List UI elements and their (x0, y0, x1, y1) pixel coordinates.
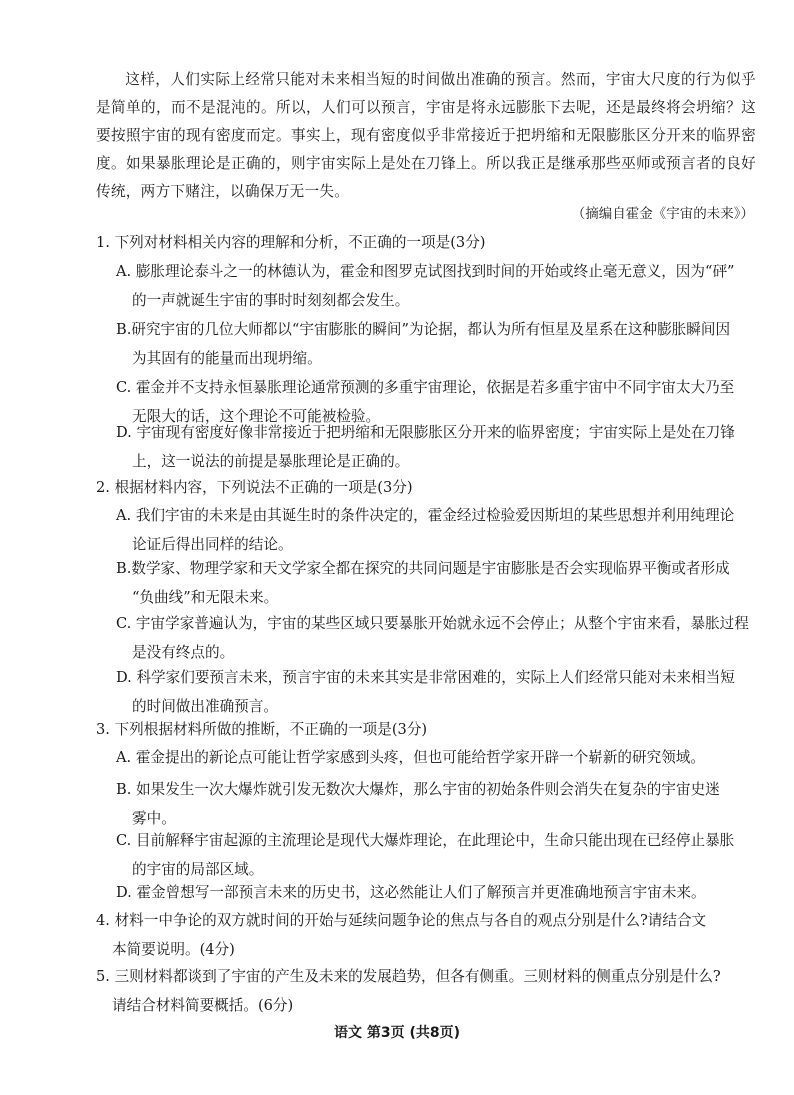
question-1-option-a (116, 257, 756, 315)
option-line-1: A. 我们宇宙的未来是由其诞生时的条件决定的，霍金经过检验爱因斯坦的某些思想并利用纯理论 (116, 507, 735, 524)
option-line-1: A. 霍金提出的新论点可能让哲学家感到头疼，但也可能给哲学家开辟一个崭新的研究领域。 (116, 749, 705, 766)
question-2-option-c (116, 609, 756, 667)
option-line-1: B. 如果发生一次大爆炸就引发无数次大爆炸，那么宇宙的初始条件则会消失在复杂的宇宙史迷 (116, 781, 720, 798)
question-5 (96, 962, 758, 1020)
question-4 (96, 906, 758, 964)
question-line-2: 请结合材料简要概括。(6分) (112, 997, 294, 1014)
passage-source: （摘编自霍金《宇宙的未来》） (571, 206, 754, 222)
question-1-stem: 1. 下列对材料相关内容的理解和分析，不正确的一项是(3分) (96, 234, 486, 251)
option-line-1: C. 霍金并不支持永恒暴胀理论通常预测的多重宇宙理论，依据是若多重宇宙中不同宇宙太大乃至 (116, 379, 735, 396)
reading-passage: 这样，人们实际上经常只能对未来相当短的时间做出准确的预言。然而，宇宙大尺度的行为似乎是简单的，而不是混沌的。所以，人们可以预言，宇宙是将永远膨胀下去呢，还是最终将会坍缩？这要按照宇宙的现有密度而定。事实上，现有密度似乎非常接近于把坍缩和无限膨胀区分开来的临界密度。如果暴胀理论是正确的，则宇宙实际上是处在刀锋上。所以我正是继承那些巫师或预言者的良好传统，两方下赌注，以确保万无一失。 (96, 71, 756, 200)
question-2-option-a (116, 501, 756, 559)
question-1-option-d (116, 418, 756, 476)
question-2-option-b (116, 554, 756, 612)
option-line-2: 的宇宙的局部区域。 (132, 861, 264, 878)
option-line-1: B.研究宇宙的几位大师都以“宇宙膨胀的瞬间”为论据，都认为所有恒星及星系在这种膨胀瞬间因 (116, 321, 731, 338)
option-line-2: 的时间做出准确预言。 (132, 698, 278, 715)
question-line-2: 本简要说明。(4分) (112, 941, 235, 958)
question-3-option-d (116, 878, 756, 907)
option-line-1: C. 宇宙学家普遍认为，宇宙的某些区域只要暴胀开始就永远不会停止；从整个宇宙来看，暴胀过程 (116, 615, 749, 632)
page-footer: 语文 第3页 (共8页) (333, 1025, 461, 1041)
option-line-1: A. 膨胀理论泰斗之一的林德认为，霍金和图罗克试图找到时间的开始或终止毫无意义，因为“砰” (116, 263, 735, 280)
question-1-option-b (116, 315, 756, 373)
question-3-option-c (116, 826, 756, 884)
option-line-1: D. 科学家们要预言未来，预言宇宙的未来其实是非常困难的，实际上人们经常只能对未来相当短 (116, 669, 735, 686)
question-2-stem: 2. 根据材料内容，下列说法不正确的一项是(3分) (96, 479, 413, 496)
question-3-option-a (116, 743, 756, 772)
option-line-1: D. 霍金曾想写一部预言未来的历史书，这必然能让人们了解预言并更准确地预言宇宙未来。 (116, 884, 706, 901)
option-line-2: 是没有终点的。 (132, 644, 235, 661)
question-line-1: 5. 三则材料都谈到了宇宙的产生及未来的发展趋势，但各有侧重。三则材料的侧重点分别是什么? (96, 968, 721, 985)
option-line-2: “负曲线”和无限未来。 (132, 589, 279, 606)
question-3-stem: 3. 下列根据材料所做的推断，不正确的一项是(3分) (96, 721, 428, 738)
option-line-2: 论证后得出同样的结论。 (132, 536, 293, 553)
option-line-2: 上，这一说法的前提是暴胀理论是正确的。 (132, 453, 410, 470)
question-line-1: 4. 材料一中争论的双方就时间的开始与延续问题争论的焦点与各自的观点分别是什么?请结合文 (96, 912, 707, 929)
option-line-1: D. 宇宙现有密度好像非常接近于把坍缩和无限膨胀区分开来的临界密度；宇宙实际上是处在刀锋 (116, 424, 735, 441)
option-line-1: B.数学家、物理学家和天文学家全都在探究的共同问题是宇宙膨胀是否会实现临界平衡或者形成 (116, 560, 730, 577)
option-line-2: 为其固有的能量而出现坍缩。 (132, 350, 322, 367)
option-line-2: 的一声就诞生宇宙的事时时刻刻都会发生。 (132, 292, 410, 309)
question-2-option-d (116, 663, 756, 721)
question-3-option-b (116, 775, 756, 833)
option-line-1: C. 目前解释宇宙起源的主流理论是现代大爆炸理论，在此理论中，生命只能出现在已经停止暴胀 (116, 832, 735, 849)
option-line-2: 无限大的话，这个理论不可能被检验。 (132, 408, 381, 425)
option-line-2: 雾中。 (132, 810, 176, 827)
